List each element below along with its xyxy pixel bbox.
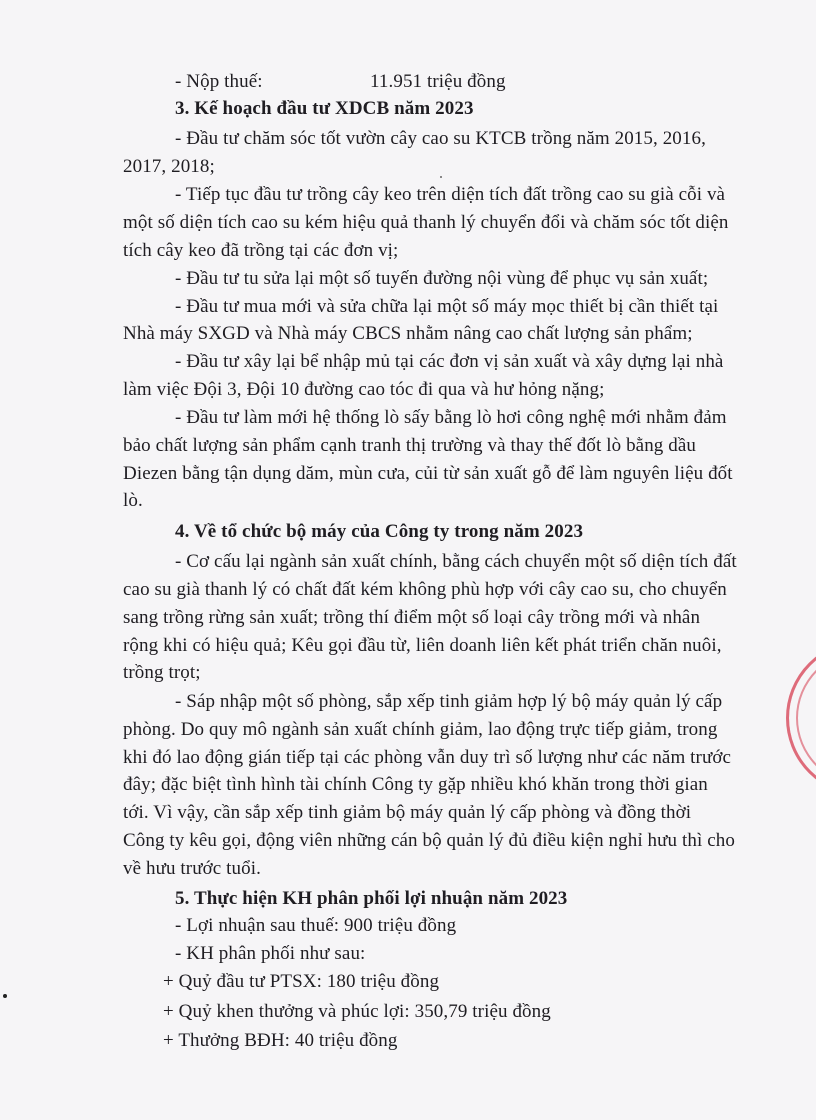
ink-speck <box>440 176 442 178</box>
distribution-plan-line: - KH phân phối như sau: <box>175 943 366 964</box>
section-3-heading: 3. Kế hoạch đầu tư XDCB năm 2023 <box>175 98 474 119</box>
paragraph-line: - Đầu tư chăm sóc tốt vườn cây cao su KTCB trồng năm 2015, 2016, <box>175 128 706 149</box>
investment-fund-line: + Quỷ đầu tư PTSX: 180 triệu đồng <box>163 971 440 992</box>
paragraph-line: - Sáp nhập một số phòng, sắp xếp tinh giảm hợp lý bộ máy quản lý cấp <box>175 691 723 712</box>
paragraph-line: - Đầu tư xây lại bể nhập mủ tại các đơn vị sản xuất và xây dựng lại nhà <box>175 351 724 372</box>
paragraph-line: cao su già thanh lý có chất đất kém không phù hợp với cây cao su, cho chuyển <box>123 579 727 600</box>
paragraph-line: Nhà máy SXGD và Nhà máy CBCS nhằm nâng cao chất lượng sản phẩm; <box>123 323 693 344</box>
paragraph-line: bảo chất lượng sản phẩm cạnh tranh thị trường và thay thế đốt lò bằng dầu <box>123 435 696 456</box>
paragraph-line: rộng khi có hiệu quả; Kêu gọi đầu từ, liên doanh liên kết phát triển chăn nuôi, <box>123 635 722 656</box>
paragraph-line: - Tiếp tục đầu tư trồng cây keo trên diện tích đất trồng cao su già cỗi và <box>175 184 726 205</box>
paragraph-line: - Đầu tư mua mới và sửa chữa lại một số máy mọc thiết bị cần thiết tại <box>175 296 719 317</box>
section-5-heading: 5. Thực hiện KH phân phối lợi nhuận năm 2023 <box>175 888 568 909</box>
profit-after-tax-line: - Lợi nhuận sau thuế: 900 triệu đồng <box>175 915 457 936</box>
paragraph-line: tích cây keo đã trồng tại các đơn vị; <box>123 240 399 261</box>
paragraph-line: 2017, 2018; <box>123 156 215 177</box>
paragraph-line: một số diện tích cao su kém hiệu quả thanh lý chuyển đổi và chăm sóc tốt diện <box>123 212 729 233</box>
paragraph-line: lò. <box>123 490 143 511</box>
paragraph-line: sang trồng rừng sản xuất; trồng thí điểm một số loại cây trồng mới và nhân <box>123 607 701 628</box>
paragraph-line: tới. Vì vậy, cần sắp xếp tinh giảm bộ máy quản lý cấp phòng và đồng thời <box>123 802 692 823</box>
tax-label: - Nộp thuế: <box>175 71 263 92</box>
paragraph-line: về hưu trước tuổi. <box>123 858 261 879</box>
ink-speck <box>3 994 7 998</box>
welfare-fund-line: + Quỷ khen thưởng và phúc lợi: 350,79 triệu đồng <box>163 1001 551 1022</box>
board-bonus-line: + Thưởng BĐH: 40 triệu đồng <box>163 1030 398 1051</box>
section-4-heading: 4. Về tổ chức bộ máy của Công ty trong năm 2023 <box>175 521 584 542</box>
paragraph-line: đây; đặc biệt tình hình tài chính Công ty gặp nhiều khó khăn trong thời gian <box>123 774 708 795</box>
tax-value: 11.951 triệu đồng <box>370 71 506 92</box>
red-seal-stamp <box>786 640 816 796</box>
paragraph-line: - Đầu tư tu sửa lại một số tuyến đường nội vùng để phục vụ sản xuất; <box>175 268 709 289</box>
paragraph-line: khi đó lao động gián tiếp tại các phòng vẫn duy trì số lượng như các năm trước <box>123 747 732 768</box>
paragraph-line: phòng. Do quy mô ngành sản xuất chính giảm, lao động trực tiếp giảm, trong <box>123 719 718 740</box>
paragraph-line: - Cơ cấu lại ngành sản xuất chính, bằng cách chuyển một số diện tích đất <box>175 551 737 572</box>
paragraph-line: Diezen bằng tận dụng dăm, mùn cưa, củi từ sản xuất gỗ để làm nguyên liệu đốt <box>123 463 733 484</box>
paragraph-line: - Đầu tư làm mới hệ thống lò sấy bằng lò hơi công nghệ mới nhằm đảm <box>175 407 727 428</box>
paragraph-line: Công ty kêu gọi, động viên những cán bộ quản lý đủ điều kiện nghỉ hưu thì cho <box>123 830 735 851</box>
paragraph-line: trồng trọt; <box>123 662 201 683</box>
paragraph-line: làm việc Đội 3, Đội 10 đường cao tóc đi qua và hư hỏng nặng; <box>123 379 605 400</box>
